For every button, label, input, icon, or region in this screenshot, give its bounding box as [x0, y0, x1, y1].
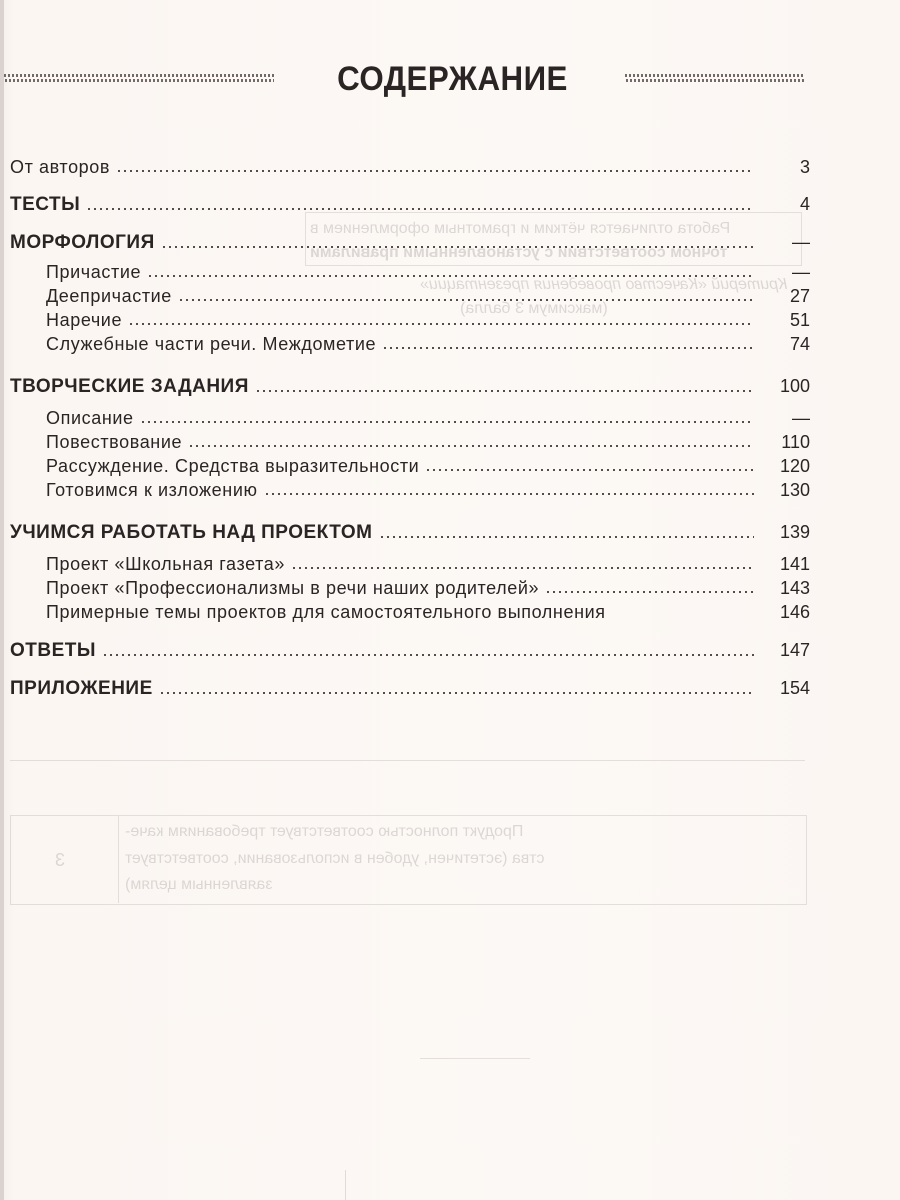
- toc-entry-label: ПРИЛОЖЕНИЕ: [10, 678, 153, 699]
- dot-leader: [291, 565, 754, 571]
- bleed-score: 3: [55, 850, 66, 870]
- dot-leader: [188, 443, 754, 449]
- toc-entry[interactable]: [46, 262, 810, 283]
- toc-entry-label: Примерные темы проектов для самостоятельного выполнения: [46, 602, 606, 622]
- toc-entry[interactable]: [10, 376, 810, 398]
- toc-entry[interactable]: [10, 640, 810, 662]
- toc-entry-page: 143: [779, 578, 810, 598]
- toc-entry-label: МОРФОЛОГИЯ: [10, 232, 155, 253]
- page-title: СОДЕРЖАНИЕ: [337, 60, 568, 98]
- toc-entry-page: 74: [789, 334, 810, 354]
- toc-entry-label: Наречие: [46, 310, 123, 330]
- bleed-line: Работа отличается чётким и грамотным оформлением в: [310, 220, 731, 237]
- toc-entry-page: 27: [789, 286, 810, 306]
- toc-entry[interactable]: [10, 194, 810, 216]
- toc-entry-page: 120: [779, 456, 810, 476]
- toc-entry[interactable]: [46, 480, 810, 501]
- header-rule-left: [4, 74, 274, 82]
- toc-entry[interactable]: [10, 522, 810, 544]
- dot-leader: [161, 244, 754, 250]
- toc-entry[interactable]: [10, 678, 810, 700]
- toc-entry-page: 110: [781, 432, 810, 452]
- toc-entry[interactable]: [46, 578, 810, 599]
- toc-entry[interactable]: [46, 432, 810, 453]
- toc-entry-page: 4: [799, 194, 810, 214]
- toc-entry-label: Повествование: [46, 432, 183, 452]
- bleed-rule: [10, 760, 805, 761]
- dot-leader: [159, 690, 754, 696]
- toc-entry-page: 139: [779, 522, 810, 542]
- toc-entry[interactable]: [46, 408, 810, 429]
- dot-leader: [147, 273, 754, 279]
- bleed-line: ства (эстетичен, удобен в использовании, соответствует: [125, 850, 545, 867]
- toc-entry-page: 147: [779, 640, 810, 660]
- header-rule-right: [625, 74, 805, 82]
- toc-entry-label: Рассуждение. Средства выразительности: [46, 456, 420, 476]
- toc-entry-label: Служебные части речи. Междометие: [46, 334, 377, 354]
- toc-entry-page: 100: [779, 376, 810, 396]
- toc-entry[interactable]: [10, 232, 810, 254]
- dot-leader: [425, 467, 754, 473]
- bleed-line: точном соответствии с установленными правилами: [310, 244, 728, 261]
- bleed-divider: [118, 815, 119, 903]
- bleed-line: (максимум 3 балла): [460, 300, 608, 317]
- toc-entry-page: —: [792, 408, 810, 428]
- toc-entry[interactable]: [46, 554, 810, 575]
- dot-leader: [255, 388, 754, 394]
- toc-entry[interactable]: [46, 310, 810, 331]
- dot-leader: [545, 589, 754, 595]
- bleed-table: [10, 815, 807, 905]
- toc-entry-label: Проект «Школьная газета»: [46, 554, 285, 574]
- toc-entry[interactable]: [10, 157, 810, 178]
- toc-entry-page: —: [792, 262, 810, 282]
- toc-entry[interactable]: [46, 602, 810, 623]
- dot-leader: [382, 345, 754, 351]
- toc-entry-page: 51: [789, 310, 810, 330]
- dot-leader: [116, 168, 754, 174]
- toc-entry[interactable]: [46, 286, 810, 307]
- toc-entry-label: Деепричастие: [46, 286, 172, 306]
- toc-entry-label: ТВОРЧЕСКИЕ ЗАДАНИЯ: [10, 376, 249, 397]
- toc-entry-label: Проект «Профессионализмы в речи наших родителей»: [46, 578, 540, 598]
- page-header: [0, 60, 900, 100]
- toc-entry-label: Готовимся к изложению: [46, 480, 258, 500]
- bleed-rule: [420, 1058, 530, 1059]
- page-crease: [345, 1170, 346, 1200]
- page-edge: [0, 0, 4, 1200]
- dot-leader: [128, 321, 754, 327]
- toc-entry-label: От авторов: [10, 157, 111, 177]
- toc-entry-page: 141: [779, 554, 810, 574]
- bleed-line: Критерий «Качество проведения презентации»: [420, 276, 788, 293]
- toc-entry-label: Описание: [46, 408, 134, 428]
- toc-entry-label: Причастие: [46, 262, 142, 282]
- dot-leader: [264, 491, 754, 497]
- dot-leader: [102, 652, 754, 658]
- toc-entry-page: 130: [779, 480, 810, 500]
- toc-entry-page: 3: [799, 157, 810, 177]
- toc-entry-page: 154: [779, 678, 810, 698]
- toc-entry[interactable]: [46, 456, 810, 477]
- dot-leader: [140, 419, 754, 425]
- dot-leader: [379, 534, 755, 540]
- toc-entry-label: ОТВЕТЫ: [10, 640, 96, 661]
- bleed-line: заявленным целям): [125, 876, 273, 893]
- toc-entry[interactable]: [46, 334, 810, 355]
- dot-leader: [86, 206, 754, 212]
- toc-entry-page: —: [792, 232, 810, 252]
- dot-leader: [178, 297, 754, 303]
- toc-entry-label: ТЕСТЫ: [10, 194, 81, 215]
- toc-entry-label: УЧИМСЯ РАБОТАТЬ НАД ПРОЕКТОМ: [10, 522, 373, 543]
- toc-entry-page: 146: [779, 602, 810, 622]
- bleed-line: Продукт полностью соответствует требованиям каче-: [125, 823, 524, 840]
